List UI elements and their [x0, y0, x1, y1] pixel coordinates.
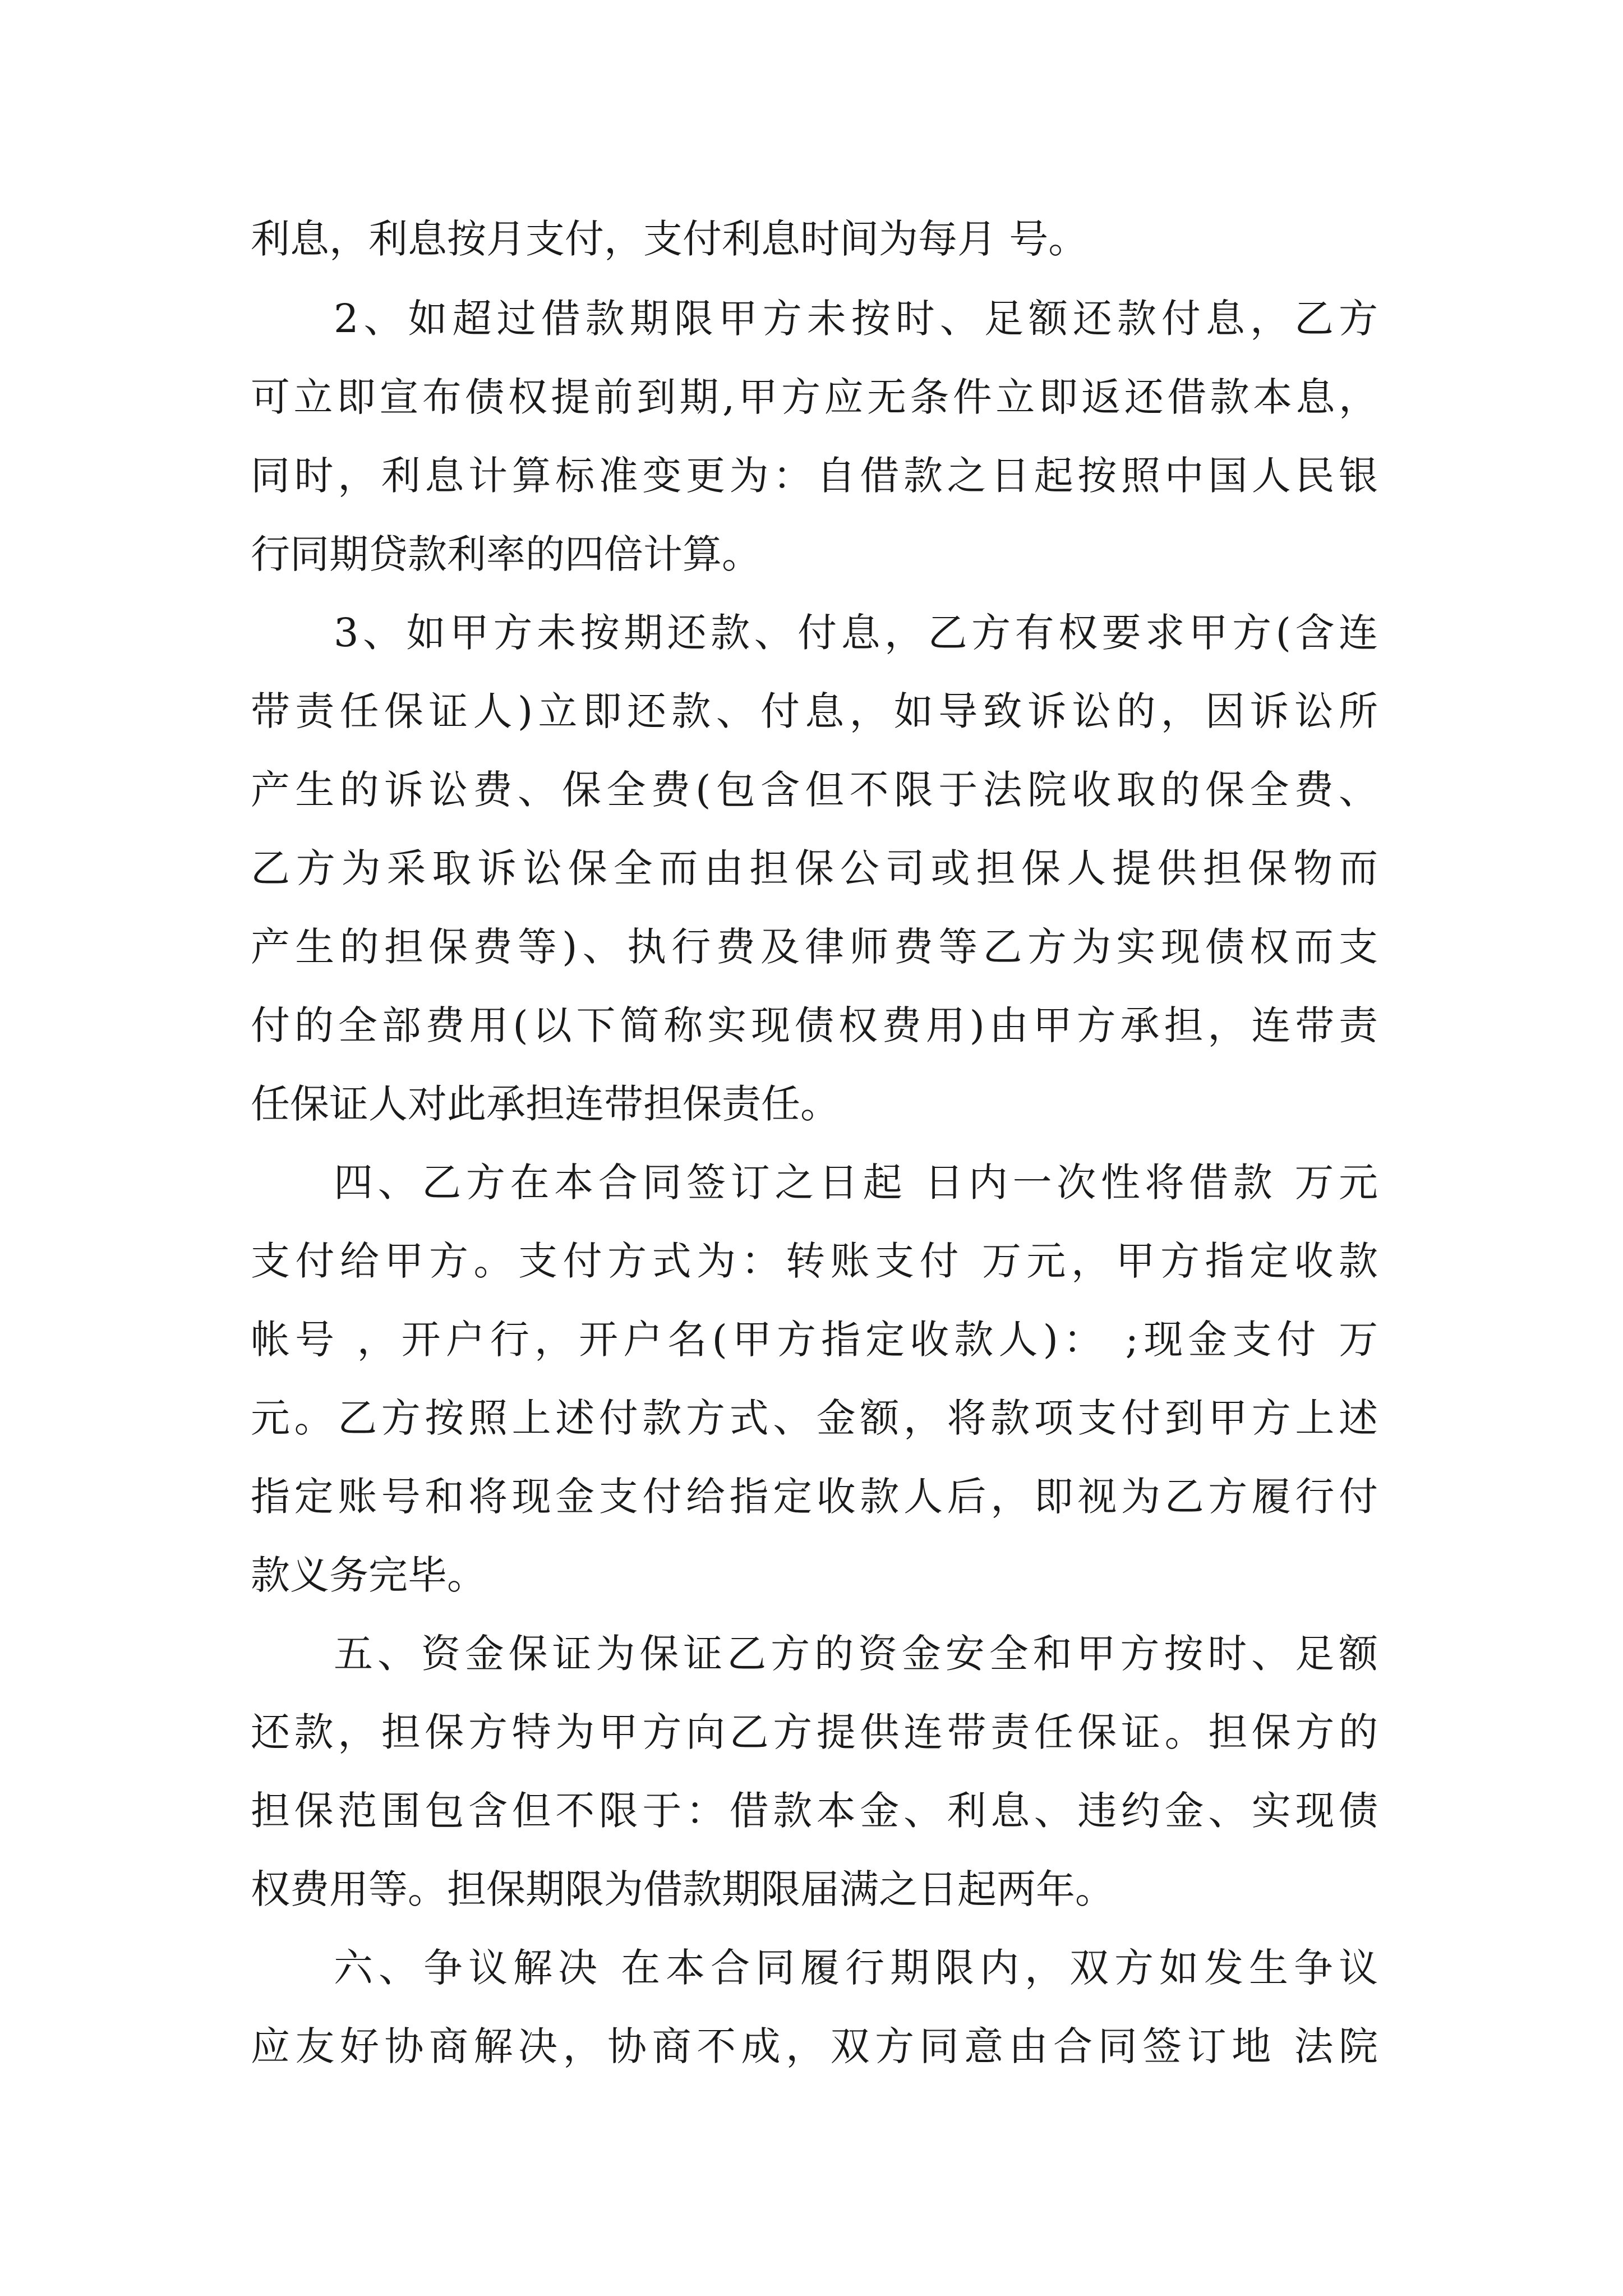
text-line-21: 担保范围包含但不限于：借款本金、利息、违约金、实现债: [251, 1788, 1378, 1834]
text-line-19: 五、资金保证为保证乙方的资金安全和甲方按时、足额: [334, 1631, 1378, 1677]
text-line-3: 可立即宣布债权提前到期,甲方应无条件立即返还借款本息，: [251, 374, 1378, 420]
text-line-1: 利息，利息按月支付，支付利息时间为每月 号。: [251, 216, 1088, 262]
text-line-4: 同时，利息计算标准变更为：自借款之日起按照中国人民银: [251, 453, 1378, 499]
text-line-17: 指定账号和将现金支付给指定收款人后，即视为乙方履行付: [251, 1474, 1378, 1520]
text-line-16: 元。乙方按照上述付款方式、金额，将款项支付到甲方上述: [251, 1395, 1378, 1441]
text-line-18: 款义务完毕。: [251, 1552, 486, 1598]
text-line-7: 带责任保证人)立即还款、付息，如导致诉讼的，因诉讼所: [251, 688, 1378, 734]
text-line-9: 乙方为采取诉讼保全而由担保公司或担保人提供担保物而: [251, 845, 1378, 891]
text-line-2: 2、如超过借款期限甲方未按时、足额还款付息，乙方: [334, 296, 1378, 342]
text-line-24: 应友好协商解决，协商不成，双方同意由合同签订地 法院: [251, 2023, 1378, 2069]
text-line-22: 权费用等。担保期限为借款期限届满之日起两年。: [251, 1866, 1114, 1912]
text-line-12: 任保证人对此承担连带担保责任。: [251, 1081, 840, 1127]
text-line-8: 产生的诉讼费、保全费(包含但不限于法院收取的保全费、: [251, 767, 1378, 813]
text-line-6: 3、如甲方未按期还款、付息，乙方有权要求甲方(含连: [334, 610, 1378, 656]
text-line-15: 帐号 ，开户行，开户名(甲方指定收款人)： ;现金支付 万: [251, 1317, 1378, 1363]
text-line-23: 六、争议解决 在本合同履行期限内，双方如发生争议: [334, 1945, 1378, 1991]
text-line-5: 行同期贷款利率的四倍计算。: [251, 531, 761, 577]
text-line-13: 四、乙方在本合同签订之日起 日内一次性将借款 万元: [334, 1159, 1378, 1205]
text-line-14: 支付给甲方。支付方式为：转账支付 万元，甲方指定收款: [251, 1238, 1378, 1284]
text-line-20: 还款，担保方特为甲方向乙方提供连带责任保证。担保方的: [251, 1709, 1378, 1755]
text-line-11: 付的全部费用(以下简称实现债权费用)由甲方承担，连带责: [251, 1002, 1378, 1048]
text-line-10: 产生的担保费等)、执行费及律师费等乙方为实现债权而支: [251, 924, 1378, 970]
